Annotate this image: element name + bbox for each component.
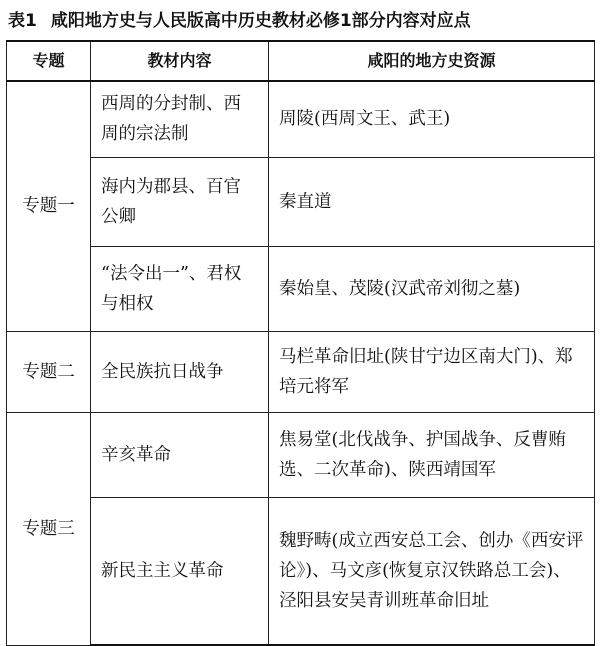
resource-cell: 马栏革命旧址(陕甘宁边区南大门)、郑培元将军 [269, 331, 595, 412]
content-cell: “法令出一”、君权与相权 [91, 246, 269, 331]
table-caption [8, 4, 598, 38]
table-row [7, 246, 595, 331]
content-cell: 海内为郡县、百官公卿 [91, 157, 269, 246]
topic-cell: 专题三 [7, 412, 91, 645]
content-cell: 西周的分封制、西周的宗法制 [91, 81, 269, 157]
table-row [7, 331, 595, 412]
correspondence-table [6, 40, 595, 646]
resource-cell: 魏野畴(成立西安总工会、创办《西安评论》)、马文彦(恢复京汉铁路总工会)、泾阳县安吴青训班革命旧址 [269, 497, 595, 645]
table-number: 表1 [8, 11, 37, 31]
resource-cell: 焦易堂(北伐战争、护国战争、反曹贿选、二次革命)、陕西靖国军 [269, 412, 595, 497]
resource-cell: 秦始皇、茂陵(汉武帝刘彻之墓) [269, 246, 595, 331]
resource-cell: 周陵(西周文王、武王) [269, 81, 595, 157]
content-cell: 辛亥革命 [91, 412, 269, 497]
resource-cell: 秦直道 [269, 157, 595, 246]
table-row [7, 81, 595, 157]
content-cell: 新民主主义革命 [91, 497, 269, 645]
topic-cell: 专题一 [7, 81, 91, 331]
header-content: 教材内容 [91, 41, 269, 81]
topic-cell: 专题二 [7, 331, 91, 412]
header-row [7, 41, 595, 81]
table-row [7, 157, 595, 246]
table-row [7, 497, 595, 645]
header-topic: 专题 [7, 41, 91, 81]
table-title: 咸阳地方史与人民版高中历史教材必修1部分内容对应点 [50, 11, 471, 31]
header-resource: 咸阳的地方史资源 [269, 41, 595, 81]
content-cell: 全民族抗日战争 [91, 331, 269, 412]
table-row [7, 412, 595, 497]
